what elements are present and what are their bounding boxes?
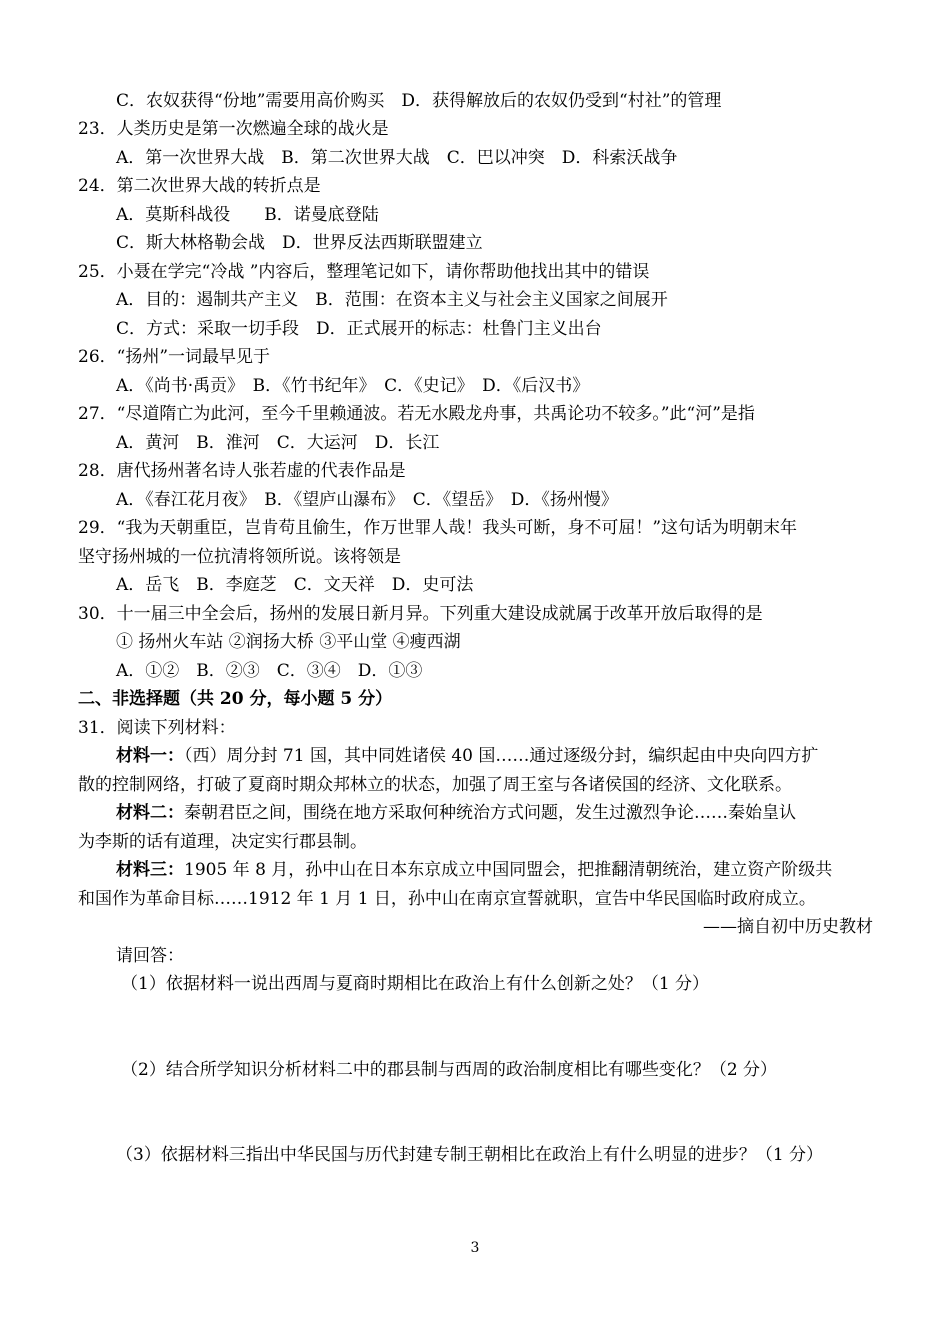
source-citation: ——摘自初中历史教材 [703,917,873,937]
material-2-label: 材料二： [116,803,184,823]
q30-options: A．①② B．②③ C．③④ D．①③ [116,661,423,681]
q22-options-cd: C．农奴获得“份地”需要用高价购买 D．获得解放后的农奴仍受到“村社”的管理 [116,91,722,111]
question-1: （1）依据材料一说出西周与夏商时期相比在政治上有什么创新之处？（1 分） [121,974,710,994]
q28-stem: 28．唐代扬州著名诗人张若虚的代表作品是 [78,461,406,481]
q26-stem: 26．“扬州”一词最早见于 [78,347,271,367]
q30-stem: 30．十一届三中全会后，扬州的发展日新月异。下列重大建设成就属于改革开放后取得的是 [78,604,763,624]
q30-items: ① 扬州火车站 ②润扬大桥 ③平山堂 ④瘦西湖 [116,632,461,652]
question-2: （2）结合所学知识分析材料二中的郡县制与西周的政治制度相比有哪些变化？（2 分） [121,1060,778,1080]
q24-options-cd: C．斯大林格勒会战 D．世界反法西斯联盟建立 [116,233,483,253]
material-3-line2: 和国作为革命目标……1912 年 1 月 1 日，孙中山在南京宣誓就职，宣告中华民国临时政府成立。 [78,889,816,909]
q28-options: A．《春江花月夜》 B．《望庐山瀑布》 C．《望岳》 D．《扬州慢》 [116,490,618,510]
q31-stem: 31．阅读下列材料： [78,718,236,738]
material-1-line1 [116,744,873,768]
page-number: 3 [470,1240,480,1256]
q29-stem-line1: 29．“我为天朝重臣，岂肯苟且偷生，作万世罪人哉！我头可断，身不可屈！”这句话为明朝末年 [78,518,798,538]
material-3-line1 [116,858,873,882]
q25-options-cd: C．方式：采取一切手段 D．正式展开的标志：杜鲁门主义出台 [116,319,602,339]
material-1-label: 材料一： [116,746,184,766]
q27-options: A．黄河 B．淮河 C．大运河 D．长江 [116,433,440,453]
material-2-line2: 为李斯的话有道理，决定实行郡县制。 [78,832,367,852]
material-3-label: 材料三： [116,860,184,880]
q25-options-ab: A．目的：遏制共产主义 B．范围：在资本主义与社会主义国家之间展开 [116,290,668,310]
answer-prompt: 请回答： [116,946,184,966]
material-1-line2: 散的控制网络，打破了夏商时期众邦林立的状态，加强了周王室与各诸侯国的经济、文化联系。 [78,775,792,795]
material-3-text: 1905 年 8 月，孙中山在日本东京成立中国同盟会，把推翻清朝统治，建立资产阶级共 [184,860,833,880]
q29-options: A．岳飞 B．李庭芝 C．文天祥 D．史可法 [116,575,474,595]
q24-options-ab: A．莫斯科战役 B．诺曼底登陆 [116,205,379,225]
q27-stem: 27．“尽道隋亡为此河，至今千里赖通波。若无水殿龙舟事，共禹论功不较多。”此“河”是指 [78,404,755,424]
section-heading: 二、非选择题（共 20 分，每小题 5 分） [78,689,393,709]
q26-options: A．《尚书·禹贡》 B．《竹书纪年》 C．《史记》 D．《后汉书》 [116,376,590,396]
q25-stem: 25．小聂在学完“冷战 ”内容后，整理笔记如下，请你帮助他找出其中的错误 [78,262,650,282]
question-3: （3）依据材料三指出中华民国与历代封建专制王朝相比在政治上有什么明显的进步？（1 分） [116,1145,824,1165]
q23-options: A．第一次世界大战 B．第二次世界大战 C．巴以冲突 D．科索沃战争 [116,148,678,168]
q29-stem-line2: 坚守扬州城的一位抗清将领所说。该将领是 [78,547,401,567]
material-2-line1 [116,801,873,825]
q23-stem: 23．人类历史是第一次燃遍全球的战火是 [78,119,389,139]
material-1-text: （西）周分封 71 国，其中同姓诸侯 40 国……通过逐级分封，编织起由中央向四方扩 [184,746,819,766]
material-2-text: 秦朝君臣之间，围绕在地方采取何种统治方式问题，发生过激烈争论……秦始皇认 [184,803,796,823]
q24-stem: 24．第二次世界大战的转折点是 [78,176,321,196]
